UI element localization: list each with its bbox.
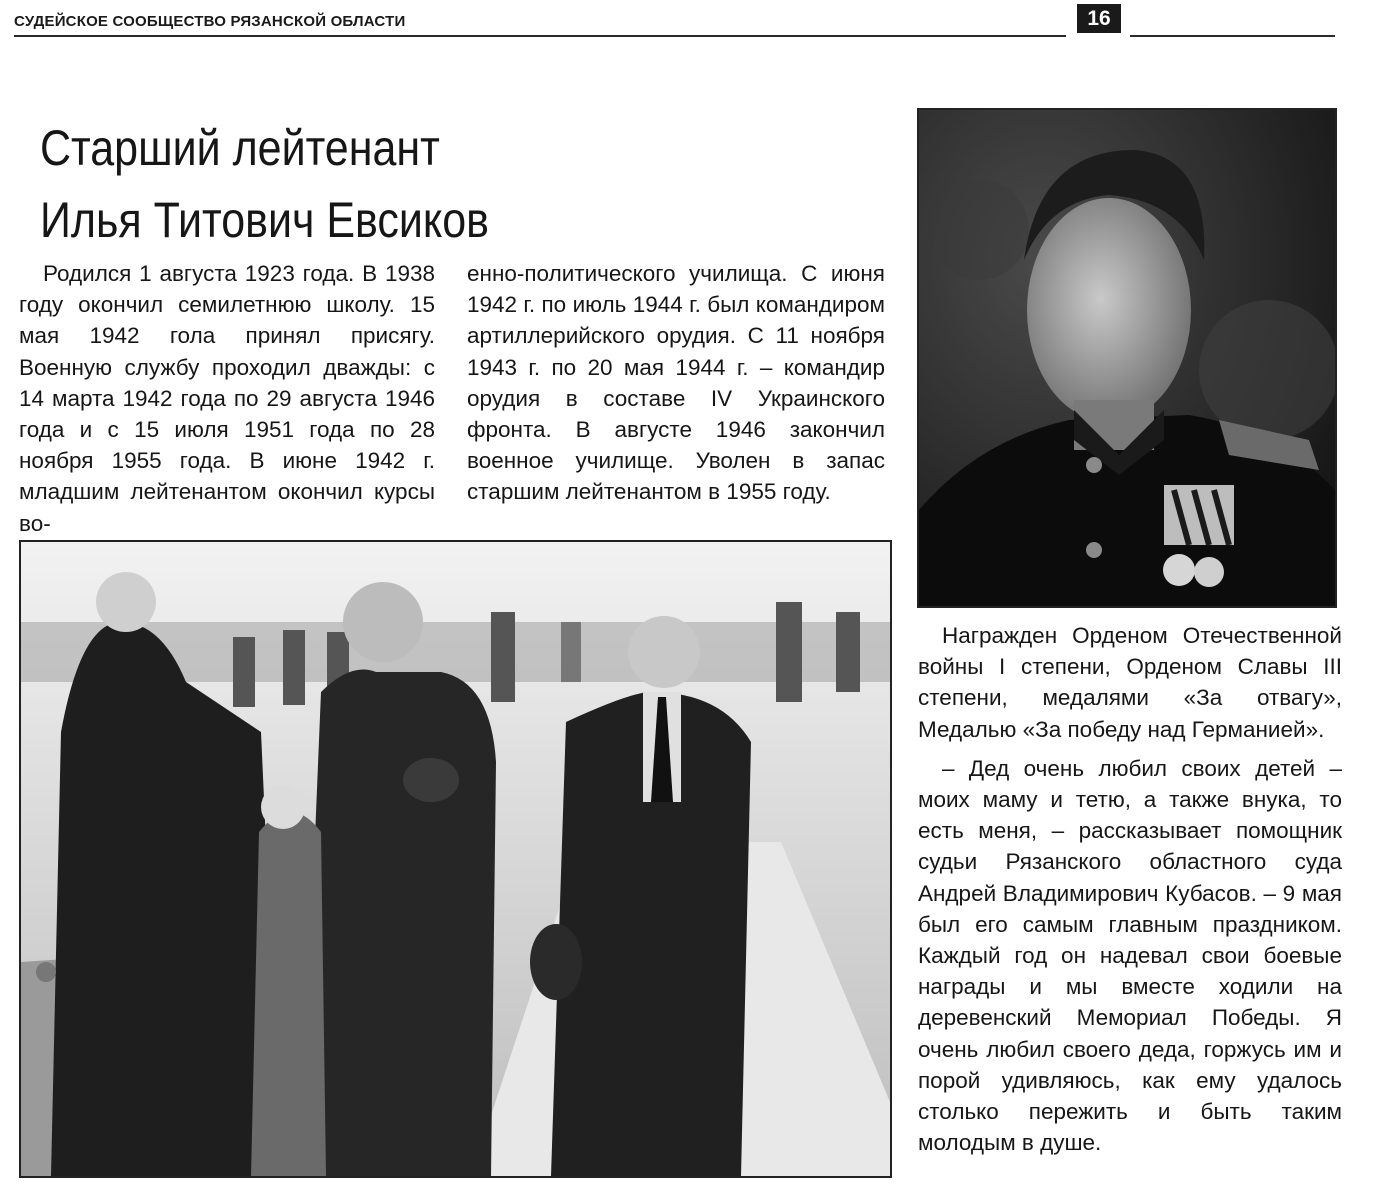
publication-title: СУДЕЙСКОЕ СООБЩЕСТВО РЯЗАНСКОЙ ОБЛАСТИ (14, 13, 406, 30)
biography-paragraph-1: Родился 1 августа 1923 года. В 1938 году окончил семилетнюю школу. 15 мая 1942 гола принял присягу. Военную службу проходил дважды: с 14 марта 1942 года по 29 августа 1946 года и с 15 июля 1951 года по 28 ноября 1955 года. В июне 1942 г. младшим лейтенантом окончил курсы во- (19, 261, 435, 536)
awards-paragraph: Награжден Орденом Отечественной войны I степени, Орденом Славы III степени, медалями «За отвагу», Медалью «За победу над Германией». (918, 623, 1342, 742)
headline-line-1: Старший лейтенант (40, 120, 440, 176)
headline-line-2: Илья Титович Евсиков (40, 192, 489, 248)
header-rule-right (1130, 35, 1335, 37)
article-column-3 (918, 620, 1342, 1166)
biography-paragraph-2: енно-политического училища. С июня 1942 г. по июль 1944 г. был командиром артиллерийского орудия. С 11 ноября 1943 г. по 20 мая 1944 г. – командир орудия в составе IV Украинского фронта. В августе 1946 закончил военное училище. Уволен в запас старшим лейтенантом в 1955 году. (467, 261, 885, 505)
page-number: 16 (1077, 4, 1121, 33)
portrait-photo (917, 108, 1337, 608)
portrait-photo-image (919, 110, 1335, 606)
veterans-group-photo (19, 540, 892, 1178)
grandson-quote: – Дед очень любил своих детей – моих маму и тетю, а также внука, то есть меня, – рассказывает помощник судьи Рязанского областного суда Андрей Владимирович Кубасов. – 9 мая был его самым главным праздником. Каждый год он надевал свои боевые награды и мы вместе ходили на деревенский Мемориал Победы. Я очень любил своего деда, горжусь им и порой удивляюсь, как ему удалось столько пережить и быть таким молодым в душе. (918, 755, 1342, 1156)
header-rule-left (14, 35, 1066, 37)
article-column-1 (19, 258, 435, 539)
group-photo-image (21, 542, 890, 1176)
article-column-2 (467, 258, 885, 508)
article-headline (40, 112, 900, 256)
